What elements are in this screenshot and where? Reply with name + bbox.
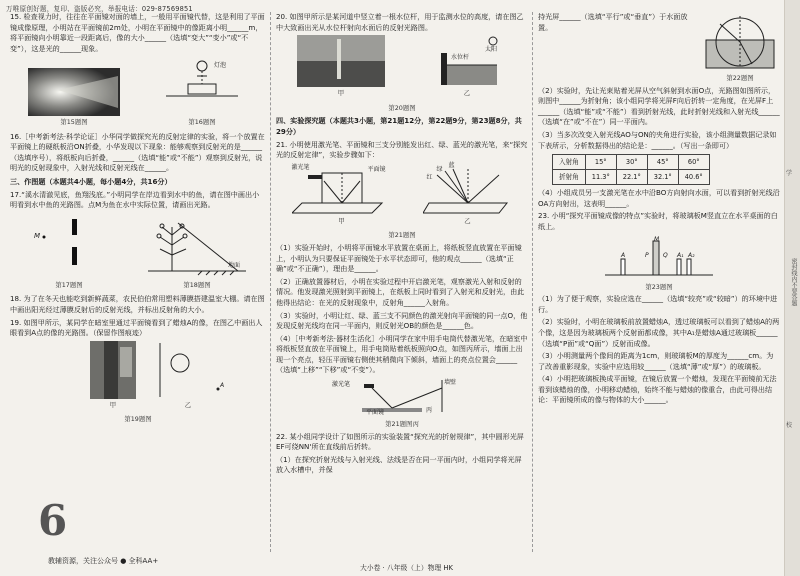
column-divider-1 (270, 12, 271, 552)
table-cell: 11.3° (585, 170, 616, 185)
fig15-photo (28, 68, 120, 116)
fig17-caption: 第17题图 (55, 280, 83, 289)
table-cell: 15° (585, 155, 616, 170)
figure-18 (142, 213, 252, 293)
fig20-label-a: 甲 (337, 89, 345, 98)
figure-16 (156, 56, 248, 129)
fig22-diagram (700, 12, 780, 72)
figure-22 (700, 12, 780, 86)
figure-row-19 (10, 341, 266, 413)
fig17-point-label: M (34, 231, 41, 240)
footer-left: 教辅资源，关注公众号 ● 全科AA+ (48, 557, 159, 565)
table-cell: 60° (678, 155, 709, 170)
fig23-label-q: Q (663, 251, 668, 259)
question-22-2: （2）实验时，先让光束贴着光屏从空气斜射到水面O点，光路图如图所示，则图中______为折射角；该小组同学将光屏F向后折转一定角度，在光屏F上______（选填“能”或“不能”）看到折射光线，此时折射光线和入射光线______（选填“在”或“不在”）同一平面内。 (538, 85, 780, 127)
fig20-label-b: 乙 (463, 89, 471, 98)
fig21c-wall-label: 墙壁 (444, 379, 457, 387)
fig18-ground-label: 地面 (228, 261, 241, 269)
fig16-caption: 第16题图 (188, 117, 216, 126)
fig19-label-a: 甲 (109, 400, 117, 409)
fig22-caption: 第22题图 (726, 74, 754, 82)
question-23-2: （2）实验时，小明在玻璃板前放置蜡烛A，透过玻璃板可以看到了蜡烛A的两个像，这是因为玻璃板两个反射面都成像，其中A₁是蜡烛A通过玻璃板______（选填“P面”或“Q面”）反射而成像。 (538, 317, 780, 348)
fig23-label-m: M (654, 235, 660, 243)
fig23-label-p: P (645, 251, 649, 259)
table-cell: 22.1° (616, 170, 647, 185)
figure-15 (28, 68, 120, 130)
figure-19-b (150, 341, 226, 413)
column-middle (276, 12, 528, 478)
fig16-diagram (156, 56, 248, 104)
table-row (553, 170, 710, 185)
fig20-pole-label: 水位杆 (451, 54, 470, 62)
section-3-title: 三、作图题（本题共4小题，每小题4分，共16分） (10, 176, 172, 186)
figure-row-21 (276, 163, 528, 229)
fig21-laser-label: 激光笔 (291, 163, 310, 171)
question-15: 15. 检查视力时，往往在平面镜对面的墙上，一般用平面镜代替，这是利用了平面镜成像原理，小明站在平面镜前2m处，小明在平面镜中的像距离小明______m，将平面镜向小明靠近一段距离后，像的大小______（选填“变大”“变小”或“不变”），这是光的______现象。 (10, 12, 265, 53)
question-23-1: （1）为了便于观察，实验应选在______（选填“较亮”或“较暗”）的环境中进行。 (538, 294, 778, 314)
question-18: 18. 为了在冬天也能吃到新鲜蔬菜，农民伯伯常用塑料薄膜搭建温室大棚。请在图中画出阳光经过薄膜反射后的反射光线，并标出反射角的大小。 (10, 294, 265, 314)
fig23-caption: 第23题图 (645, 282, 673, 291)
fig21c-sub-label: 丙 (426, 407, 433, 415)
fig21c-laser-label: 激光笔 (332, 381, 351, 389)
fig21-label-a: 甲 (338, 216, 345, 225)
figure-row-20 (276, 35, 528, 101)
fig19-label-b: 乙 (184, 400, 192, 409)
question-22-3: （3）当多次改变入射光线AO与ON的夹角进行实验，该小组测量数据记录如下表所示，分析数据得出的结论是：______。（写出一条即可） (538, 129, 777, 150)
question-23: 23. 小明“探究平面镜成像的特点”实验时，将玻璃板M竖直立在水平桌面的白纸上。 (538, 211, 778, 231)
binding-margin-text: 密封线内不要答题 (790, 258, 797, 306)
footer-center: 大小卷 · 八年级（上）物理 HK (360, 564, 453, 572)
fig20-caption: 第20题图 (388, 103, 416, 112)
fig21-mirror-label: 平面镜 (367, 165, 386, 173)
fig15-caption: 第15题图 (60, 117, 88, 126)
fig21-red-label: 红 (426, 173, 433, 181)
refraction-data-table (552, 154, 710, 185)
table-cell: 32.1° (647, 170, 678, 185)
figure-23 (538, 235, 780, 293)
question-22-1-cont: 持光屏______（选填“平行”或“垂直”）于水面放置。 (538, 12, 688, 32)
question-21-3: （3）实验时，小明让红、绿、蓝三支不同颜色的激光射向平面镜的同一点O，他发现反射光线均在同一平面内，则反射光OB的颜色是______色。 (276, 310, 528, 331)
figure-21-a (292, 163, 392, 229)
column-divider-2 (532, 12, 533, 552)
fig21-green-label: 绿 (436, 165, 443, 173)
column-right (538, 12, 780, 408)
fig21-label-b: 乙 (464, 216, 471, 225)
table-cell: 入射角 (553, 155, 586, 170)
page-number-large: 6 (38, 496, 68, 545)
fig23-label-a2: A₂ (688, 251, 695, 259)
fig21-caption: 第21题图 (388, 231, 416, 240)
figure-19-a (90, 341, 136, 413)
table-cell: 折射角 (553, 170, 586, 185)
figure-21-b (423, 163, 513, 229)
fig20-sun-label: 太阳 (485, 46, 498, 54)
fig18-caption: 第18题图 (183, 280, 211, 289)
figure-20-a (297, 35, 385, 101)
figure-20-b (427, 35, 507, 101)
question-22-1: （1）在探究折射光线与入射光线、法线是否在同一平面内时，小组同学将光屏放入水槽中，并保 (276, 454, 522, 475)
question-23-3: （3）小明测量两个像间的距离为1cm，则玻璃板M的厚度为______cm。为了改善重影现象，实验中应选用较______（选填“薄”或“厚”）的玻璃板。 (538, 351, 774, 371)
question-22-4: （4）小组成员另一支激光笔在水中沿BO方向射向水面，可以看到折射光线沿OA方向射出，这表明______。 (538, 188, 780, 208)
binding-mark-top: 学 (786, 170, 793, 177)
figure-row-15-16 (10, 56, 266, 129)
fig19-diagram (150, 341, 226, 399)
table-cell: 40.6° (678, 170, 709, 185)
copyright-banner: 万唯原创好题，复印、盗版必究，举报电话：029-87569851 (6, 5, 193, 13)
fig21-blue-label: 蓝 (448, 161, 455, 169)
binding-mark-bottom: 校 (786, 422, 793, 429)
column-left (10, 12, 266, 427)
fig19-point-label: A (220, 381, 225, 389)
fig17-diagram (24, 213, 114, 279)
question-21-1: （1）实验开始时，小明将平面镜水平放置在桌面上，将纸板竖直放置在平面镜上，小明认为只要保证平面镜处于水平状态即可，他的观点______（选填“正确”或“不正确”），理由是______。 (276, 242, 522, 274)
figure-17 (24, 213, 114, 293)
table-row (553, 155, 710, 170)
question-17: 17.“溪水清澈见底，鱼翔浅底。”小明同学在岸边看到水中的鱼，请在图中画出小明看到水中鱼的光路图。点M为鱼在水中实际位置，请画出光路。 (10, 189, 260, 210)
fig19-photo (90, 341, 136, 399)
table-cell: 30° (616, 155, 647, 170)
fig16-lamp-label: 灯泡 (214, 62, 227, 70)
fig21c-mirror-label: 平面镜 (366, 409, 385, 417)
fig19-caption: 第19题图 (124, 415, 152, 424)
question-22: 22. 某小组同学设计了如图所示的实验装置“探究光的折射规律”，其中圆形光屏EF可绕NN'所在直线前后折转。 (276, 431, 524, 452)
table-cell: 45° (647, 155, 678, 170)
question-19: 19. 如图甲所示，某同学在暗室里通过平面镜看到了蜡烛A的像，在图乙中画出人眼看到A点的像的光路图。（保留作图痕迹） (10, 317, 263, 338)
figure-21-c (276, 378, 528, 430)
question-21-4: （4）［中考新考法·器材生活化］小明同学在家中用手电筒代替激光笔，在暗室中将纸板竖直放在平面镜上，用手电筒贴着纸板照向O点，如图丙所示，墙面上出现一个亮点，轻压平面镜右侧使其稍微向下倾斜，墙面上的亮点位置会______（选填“上移”“下移”或“不变”）。 (276, 333, 528, 375)
fig23-label-a1: A₁ (677, 251, 684, 259)
figure-row-17-18 (10, 213, 266, 293)
section-4-title: 四、实验探究题（本题共3小题，第21题12分，第22题9分，第23题8分，共29分） (276, 116, 522, 136)
fig20-photo (297, 35, 385, 87)
fig23-label-a: A (621, 251, 626, 259)
question-21: 21. 小明使用激光笔、平面镜和三支分别能发出红、绿、蓝光的激光笔，来“探究光的反射定律”，实验步骤如下： (276, 139, 528, 160)
question-16: 16.［中考新考法·科学论证］小华同学做探究光的反射定律的实验，将一个放置在平面镜上的硬纸板沿ON折叠，小华发现以下现象：能够观察到反射光的是______（选填序号），将纸板向后折叠，______（选填“能”或“不能”）观察到反射光，说明光的反射现象中，入射光线和反射光线在______。 (10, 131, 265, 173)
fig21c-caption: 第21题图丙 (385, 420, 419, 429)
question-20: 20. 如图甲所示是某河道中竖立着一根水位杆，用于监测水位的高度，请在图乙中大致画出光从水位杆射向水面后的反射光路图。 (276, 12, 524, 32)
question-21-2: （2）正确放置器材后，小明在实验过程中开启激光笔，观察激光入射和反射的情况。他发现激光照射到平面镜上，在纸板上同时看到了入射光和反射光，由此他得出结论：在光的反射现象中，反射角______入射角。 (276, 276, 525, 307)
question-23-4: （4）小明把玻璃板换成平面镜，在镜后放置一个蜡烛，发现在平面镜前无法看到该蜡烛的像，小明移动蜡烛，始终不能与蜡烛的像重合，由此可得出结论：平面镜所成的像与物体的大小______。 (538, 374, 777, 405)
